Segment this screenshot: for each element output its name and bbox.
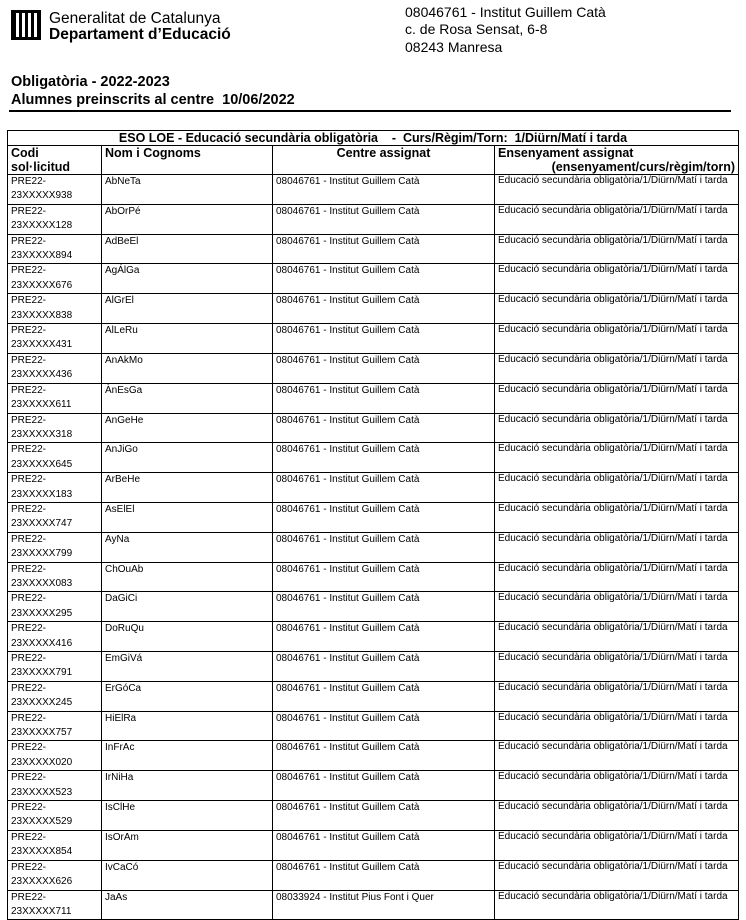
cell-code-line2: 23XXXXX711 [11, 905, 72, 917]
cell-ensenyament: Educació secundària obligatòria/1/Diürn/Matí i tarda [495, 532, 739, 562]
col-header-ensenyament [495, 146, 739, 175]
cell-code-line1: PRE22- [11, 653, 47, 664]
cell-code [8, 890, 102, 920]
cell-code-line1: PRE22- [11, 354, 47, 366]
cell-centre: 08046761 - Institut Guillem Catà [273, 592, 495, 622]
cell-centre: 08046761 - Institut Guillem Catà [273, 502, 495, 532]
table-row [8, 502, 739, 532]
table-row [8, 681, 739, 711]
cell-ensenyament: Educació secundària obligatòria/1/Diürn/Matí i tarda [495, 413, 739, 443]
cell-centre: 08046761 - Institut Guillem Catà [273, 383, 495, 413]
cell-centre: 08046761 - Institut Guillem Catà [273, 443, 495, 473]
cell-ensenyament: Educació secundària obligatòria/1/Diürn/Matí i tarda [495, 562, 739, 592]
cell-code [8, 562, 102, 592]
cell-name: IrNiHa [102, 771, 273, 801]
cell-code-line1: PRE22- [11, 772, 47, 784]
cell-code-line1: PRE22- [11, 742, 47, 754]
cell-code [8, 175, 102, 205]
col-header-ens-line1: Ensenyament assignat [498, 146, 634, 160]
cell-ensenyament: Educació secundària obligatòria/1/Diürn/Matí i tarda [495, 711, 739, 741]
org-line-2: Departament d’Educació [49, 26, 231, 43]
cell-code-line2: 23XXXXX020 [11, 756, 73, 768]
cell-centre: 08046761 - Institut Guillem Catà [273, 204, 495, 234]
cell-ensenyament: Educació secundària obligatòria/1/Diürn/Matí i tarda [495, 175, 739, 205]
cell-code-line1: PRE22- [11, 802, 47, 814]
cell-code [8, 353, 102, 383]
cell-code [8, 622, 102, 652]
cell-ensenyament: Educació secundària obligatòria/1/Diürn/Matí i tarda [495, 234, 739, 264]
cell-name: EmGiVá [102, 652, 273, 682]
cell-code-line1: PRE22- [11, 861, 47, 873]
cell-ensenyament: Educació secundària obligatòria/1/Diürn/Matí i tarda [495, 652, 739, 682]
generalitat-logo-icon [11, 10, 41, 40]
cell-code-line2: 23XXXXX318 [11, 428, 73, 440]
cell-code-line1: PRE22- [11, 533, 47, 545]
cell-name: AlGrEl [102, 294, 273, 324]
cell-name: DoRuQu [102, 622, 273, 652]
cell-code-line1: PRE22- [11, 891, 47, 903]
cell-name: IsOrAm [102, 830, 273, 860]
cell-ensenyament: Educació secundària obligatòria/1/Diürn/Matí i tarda [495, 473, 739, 503]
col-header-codi [8, 146, 102, 175]
cell-centre: 08046761 - Institut Guillem Catà [273, 353, 495, 383]
table-row [8, 860, 739, 890]
cell-code [8, 830, 102, 860]
cell-ensenyament: Educació secundària obligatòria/1/Diürn/Matí i tarda [495, 204, 739, 234]
cell-name: DaGiCi [102, 592, 273, 622]
cell-ensenyament: Educació secundària obligatòria/1/Diürn/Matí i tarda [495, 502, 739, 532]
table-row [8, 711, 739, 741]
table-row [8, 175, 739, 205]
cell-code [8, 383, 102, 413]
cell-code [8, 204, 102, 234]
document-title [11, 73, 295, 109]
cell-code [8, 413, 102, 443]
organization-name [49, 11, 231, 43]
table-row [8, 264, 739, 294]
table-row [8, 532, 739, 562]
cell-ensenyament: Educació secundària obligatòria/1/Diürn/Matí i tarda [495, 771, 739, 801]
cell-centre: 08046761 - Institut Guillem Catà [273, 294, 495, 324]
cell-ensenyament: Educació secundària obligatòria/1/Diürn/Matí i tarda [495, 830, 739, 860]
cell-code-line2: 23XXXXX894 [11, 250, 73, 262]
table-row [8, 294, 739, 324]
cell-code [8, 324, 102, 354]
cell-centre: 08046761 - Institut Guillem Catà [273, 711, 495, 741]
cell-code-line2: 23XXXXX645 [11, 458, 73, 470]
cell-ensenyament: Educació secundària obligatòria/1/Diürn/Matí i tarda [495, 443, 739, 473]
cell-code [8, 741, 102, 771]
cell-code [8, 264, 102, 294]
cell-ensenyament: Educació secundària obligatòria/1/Diürn/Matí i tarda [495, 294, 739, 324]
table-row [8, 234, 739, 264]
cell-code-line1: PRE22- [11, 682, 47, 694]
address-line-1: 08046761 - Institut Guillem Catà [405, 4, 606, 20]
table-row [8, 652, 739, 682]
cell-code-line1: PRE22- [11, 623, 47, 635]
cell-name: AbOrPé [102, 204, 273, 234]
cell-code [8, 592, 102, 622]
cell-ensenyament: Educació secundària obligatòria/1/Diürn/Matí i tarda [495, 890, 739, 920]
cell-code-line2: 23XXXXX611 [11, 399, 72, 411]
cell-name: ArBeHe [102, 473, 273, 503]
col-header-nom: Nom i Cognoms [102, 146, 273, 175]
cell-code [8, 532, 102, 562]
table-row [8, 592, 739, 622]
table-row [8, 562, 739, 592]
cell-code-line2: 23XXXXX757 [11, 727, 73, 739]
title-line-1: Obligatòria - 2022-2023 [11, 74, 170, 90]
cell-code-line2: 23XXXXX529 [11, 816, 73, 828]
cell-code-line2: 23XXXXX083 [11, 577, 73, 589]
cell-code [8, 711, 102, 741]
table-row [8, 473, 739, 503]
table-band-title: ESO LOE - Educació secundària obligatòria - Curs/Règim/Torn: 1/Diürn/Matí i tarda [8, 131, 739, 146]
table-row [8, 741, 739, 771]
cell-code-line1: PRE22- [11, 503, 47, 515]
cell-code [8, 234, 102, 264]
cell-centre: 08046761 - Institut Guillem Catà [273, 652, 495, 682]
col-header-codi-line1: Codi [11, 146, 39, 160]
cell-centre: 08046761 - Institut Guillem Catà [273, 413, 495, 443]
cell-ensenyament: Educació secundària obligatòria/1/Diürn/Matí i tarda [495, 592, 739, 622]
cell-code-line1: PRE22- [11, 176, 47, 187]
school-address [405, 4, 606, 56]
cell-name: AnGeHe [102, 413, 273, 443]
address-line-2: c. de Rosa Sensat, 6-8 [405, 21, 548, 38]
table-row [8, 443, 739, 473]
cell-name: AbNeTa [102, 175, 273, 205]
table-row [8, 801, 739, 831]
cell-centre: 08046761 - Institut Guillem Catà [273, 860, 495, 890]
cell-code [8, 443, 102, 473]
cell-code-line2: 23XXXXX938 [11, 190, 73, 202]
cell-ensenyament: Educació secundària obligatòria/1/Diürn/Matí i tarda [495, 353, 739, 383]
cell-name: JaAs [102, 890, 273, 920]
cell-centre: 08046761 - Institut Guillem Catà [273, 234, 495, 264]
cell-centre: 08046761 - Institut Guillem Catà [273, 741, 495, 771]
cell-code-line1: PRE22- [11, 414, 47, 426]
cell-ensenyament: Educació secundària obligatòria/1/Diürn/Matí i tarda [495, 383, 739, 413]
cell-code-line1: PRE22- [11, 593, 47, 605]
cell-ensenyament: Educació secundària obligatòria/1/Diürn/Matí i tarda [495, 264, 739, 294]
cell-centre: 08046761 - Institut Guillem Catà [273, 473, 495, 503]
cell-centre: 08046761 - Institut Guillem Catà [273, 324, 495, 354]
table-row [8, 622, 739, 652]
table-row [8, 353, 739, 383]
cell-name: ChOuAb [102, 562, 273, 592]
cell-centre: 08046761 - Institut Guillem Catà [273, 532, 495, 562]
cell-centre: 08046761 - Institut Guillem Catà [273, 264, 495, 294]
address-line-3: 08243 Manresa [405, 38, 503, 55]
cell-code-line1: PRE22- [11, 444, 47, 456]
table-row [8, 771, 739, 801]
cell-centre: 08046761 - Institut Guillem Catà [273, 562, 495, 592]
cell-name: AsElEl [102, 502, 273, 532]
cell-name: AlLeRu [102, 324, 273, 354]
col-header-ens-line2: (ensenyament/curs/règim/torn) [551, 160, 735, 174]
cell-centre: 08046761 - Institut Guillem Catà [273, 801, 495, 831]
table-body [8, 175, 739, 920]
cell-code-line2: 23XXXXX128 [11, 220, 73, 232]
org-line-1: Generalitat de Catalunya [49, 10, 221, 27]
cell-code-line1: PRE22- [11, 325, 47, 337]
cell-code-line1: PRE22- [11, 563, 47, 575]
cell-centre: 08033924 - Institut Pius Font i Quer [273, 890, 495, 920]
students-table [7, 130, 739, 920]
cell-code-line2: 23XXXXX416 [11, 637, 73, 649]
cell-code [8, 681, 102, 711]
cell-name: IsClHe [102, 801, 273, 831]
table-row [8, 830, 739, 860]
cell-centre: 08046761 - Institut Guillem Catà [273, 681, 495, 711]
cell-centre: 08046761 - Institut Guillem Catà [273, 830, 495, 860]
cell-code-line2: 23XXXXX436 [11, 369, 73, 381]
cell-code-line1: PRE22- [11, 831, 47, 843]
cell-centre: 08046761 - Institut Guillem Catà [273, 175, 495, 205]
cell-name: AnAkMo [102, 353, 273, 383]
cell-ensenyament: Educació secundària obligatòria/1/Diürn/Matí i tarda [495, 622, 739, 652]
cell-ensenyament: Educació secundària obligatòria/1/Diürn/Matí i tarda [495, 324, 739, 354]
table-row [8, 324, 739, 354]
cell-code-line1: PRE22- [11, 712, 47, 724]
cell-name: InFrAc [102, 741, 273, 771]
title-line-2: Alumnes preinscrits al centre 10/06/2022 [11, 92, 295, 108]
cell-code-line2: 23XXXXX431 [11, 339, 73, 351]
cell-name: AyNa [102, 532, 273, 562]
cell-code-line1: PRE22- [11, 265, 47, 277]
cell-code [8, 771, 102, 801]
cell-code-line2: 23XXXXX676 [11, 279, 73, 291]
cell-centre: 08046761 - Institut Guillem Catà [273, 622, 495, 652]
cell-code-line2: 23XXXXX183 [11, 488, 73, 500]
cell-code [8, 502, 102, 532]
cell-code-line2: 23XXXXX245 [11, 697, 73, 709]
cell-name: HiElRa [102, 711, 273, 741]
cell-code-line1: PRE22- [11, 384, 47, 396]
cell-code-line1: PRE22- [11, 235, 47, 247]
table-row [8, 204, 739, 234]
cell-code [8, 652, 102, 682]
cell-ensenyament: Educació secundària obligatòria/1/Diürn/Matí i tarda [495, 681, 739, 711]
cell-ensenyament: Educació secundària obligatòria/1/Diürn/Matí i tarda [495, 801, 739, 831]
cell-ensenyament: Educació secundària obligatòria/1/Diürn/Matí i tarda [495, 860, 739, 890]
cell-code [8, 473, 102, 503]
cell-code-line1: PRE22- [11, 474, 47, 486]
cell-name: AnJiGo [102, 443, 273, 473]
col-header-centre: Centre assignat [273, 146, 495, 175]
cell-code-line2: 23XXXXX791 [11, 667, 73, 679]
cell-code-line2: 23XXXXX295 [11, 607, 73, 619]
cell-name: ÀnEsGa [102, 383, 273, 413]
table-row [8, 413, 739, 443]
title-rule [9, 110, 731, 112]
table-row [8, 890, 739, 920]
table-row [8, 383, 739, 413]
cell-code-line2: 23XXXXX799 [11, 548, 73, 560]
cell-code-line2: 23XXXXX854 [11, 846, 73, 858]
col-header-codi-line2: sol·licitud [11, 160, 71, 174]
cell-code-line2: 23XXXXX523 [11, 786, 73, 798]
cell-name: AdBeEl [102, 234, 273, 264]
cell-name: AgÁlGa [102, 264, 273, 294]
cell-code-line1: PRE22- [11, 295, 47, 307]
cell-name: ErGóCa [102, 681, 273, 711]
cell-code-line2: 23XXXXX626 [11, 876, 73, 888]
cell-code-line1: PRE22- [11, 205, 47, 217]
cell-code [8, 801, 102, 831]
cell-code-line2: 23XXXXX747 [11, 518, 73, 530]
cell-code [8, 860, 102, 890]
cell-centre: 08046761 - Institut Guillem Catà [273, 771, 495, 801]
cell-name: IvCaCó [102, 860, 273, 890]
cell-code [8, 294, 102, 324]
cell-ensenyament: Educació secundària obligatòria/1/Diürn/Matí i tarda [495, 741, 739, 771]
cell-code-line2: 23XXXXX838 [11, 309, 73, 321]
